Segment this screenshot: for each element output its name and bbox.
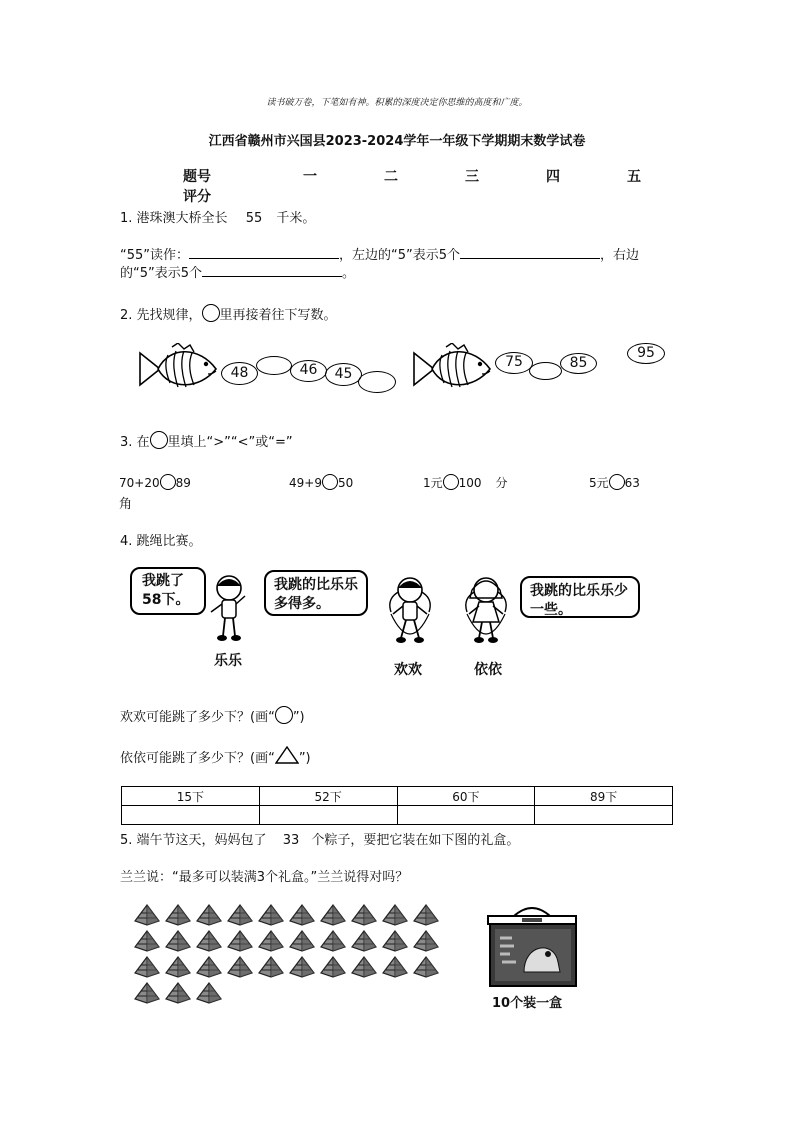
zongzi-icon (351, 904, 377, 926)
zongzi-icon (413, 930, 439, 952)
answer-cell-3[interactable] (397, 806, 535, 825)
q1-line3-a: 的“5”表示5个 (120, 266, 203, 281)
circle-icon (202, 304, 220, 322)
zongzi-icon (258, 956, 284, 978)
q3-item-2-right: 50 (337, 476, 354, 490)
fish-icon (410, 343, 494, 395)
q4-ask-1 (120, 706, 305, 725)
q1-blank-3[interactable] (202, 263, 342, 277)
q4-ask-2 (120, 746, 311, 766)
triangle-icon (275, 746, 299, 764)
compare-circle-2[interactable] (322, 474, 338, 490)
zongzi-icon (258, 904, 284, 926)
bubble-1-5[interactable] (358, 371, 396, 393)
box-caption: 10个装一盒 (492, 996, 563, 1011)
q5-line2: 兰兰说：“最多可以装满3个礼盒。”兰兰说得对吗？ (120, 870, 409, 885)
q3-item-3-left: 1元 (423, 476, 443, 490)
q5-text-b: 个粽子，要把它装在如下图的礼盒。 (311, 833, 520, 848)
speech-bubble-huanhuan: 我跳的比乐乐多得多。 (264, 570, 368, 616)
zongzi-icon (134, 956, 160, 978)
q4-ask-2-b: ”) (298, 751, 311, 766)
q4-title: 4. 跳绳比赛。 (120, 534, 202, 549)
circle-icon (275, 706, 293, 724)
q3-item-2 (289, 474, 353, 490)
compare-circle-3[interactable] (443, 474, 459, 490)
fish-icon (136, 343, 220, 395)
q1-line2-a: “55”读作： (120, 248, 190, 263)
q1-line2-b: ，左边的“5”表示5个 (339, 248, 461, 263)
bubble-1-1: 48 (221, 362, 258, 385)
circle-icon (150, 431, 168, 449)
q2-text-a: 2. 先找规律， (120, 308, 202, 323)
score-col-5: 五 (627, 169, 641, 185)
score-col-2: 二 (384, 169, 398, 185)
zongzi-icon (196, 982, 222, 1004)
score-col-4: 四 (546, 169, 560, 185)
score-col-1: 一 (303, 169, 317, 185)
zongzi-icon (165, 904, 191, 926)
zongzi-icon (196, 904, 222, 926)
q1-line3 (120, 262, 355, 281)
q3-text (120, 431, 293, 450)
zongzi-icon (289, 956, 315, 978)
q1-value: 55 (245, 211, 263, 226)
q1-line3-b: 。 (342, 266, 356, 281)
q3-item-2-left: 49+9 (289, 476, 322, 490)
q4-answer-table (121, 786, 673, 825)
q3-item-1-left: 70+20 (119, 476, 160, 490)
bubble-2-3: 85 (560, 353, 597, 374)
q3-item-4-left: 5元 (589, 476, 609, 490)
q3-item-3 (423, 474, 508, 491)
zongzi-icon (134, 982, 160, 1004)
q3-item-1-right: 89 (175, 476, 191, 490)
q1-blank-1[interactable] (189, 245, 339, 259)
zongzi-icon (320, 956, 346, 978)
zongzi-icon (382, 904, 408, 926)
q4-ask-1-a: 欢欢可能跳了多少下？(画“ (120, 710, 275, 725)
score-label-no: 题号 (183, 169, 211, 185)
q5-value: 33 (282, 833, 300, 848)
zongzi-icon (382, 930, 408, 952)
q1-line1 (120, 207, 315, 226)
zongzi-icon (196, 956, 222, 978)
zongzi-icon (165, 956, 191, 978)
q4-ask-1-b: ”) (292, 710, 305, 725)
q3-wrap-unit: 角 (119, 497, 133, 512)
bubble-2-1: 75 (495, 352, 533, 374)
bubble-1-4: 45 (325, 363, 362, 386)
option-cell-3: 60下 (397, 787, 535, 806)
zongzi-icon (165, 930, 191, 952)
zongzi-icon (134, 904, 160, 926)
q1-blank-2[interactable] (460, 245, 600, 259)
bubble-1-3: 46 (290, 360, 327, 382)
option-cell-1: 15下 (122, 787, 260, 806)
q1-line2 (120, 244, 639, 263)
zongzi-icon (382, 956, 408, 978)
child-yiyi-icon (457, 572, 515, 652)
table-row (122, 787, 673, 806)
child-huanhuan-icon (381, 572, 439, 652)
q3-text-a: 3. 在 (120, 435, 150, 450)
q5-line1 (120, 829, 519, 848)
answer-cell-2[interactable] (259, 806, 397, 825)
zongzi-icon (320, 930, 346, 952)
zongzi-icon (227, 956, 253, 978)
q3-item-4-right: 63 (624, 476, 640, 490)
zongzi-icon (289, 904, 315, 926)
zongzi-icon (227, 930, 253, 952)
zongzi-icon (165, 982, 191, 1004)
bubble-2-4: 95 (627, 343, 665, 364)
compare-circle-4[interactable] (609, 474, 625, 490)
name-lele: 乐乐 (214, 653, 242, 669)
zongzi-icon (413, 904, 439, 926)
q3-item-4 (589, 474, 640, 491)
zongzi-icon (289, 930, 315, 952)
zongzi-icon (227, 904, 253, 926)
zongzi-icon (320, 904, 346, 926)
q3-text-b: 里填上“>”“<”或“=” (167, 435, 293, 450)
q3-item-3-right: 100 (458, 476, 482, 490)
q2-text (120, 304, 337, 323)
compare-circle-1[interactable] (160, 474, 176, 490)
speech-bubble-yiyi: 我跳的比乐乐少一些。 (520, 576, 640, 618)
zongzi-icon (413, 956, 439, 978)
option-cell-2: 52下 (259, 787, 397, 806)
page-title: 江西省赣州市兴国县2023-2024学年一年级下学期期末数学试卷 (208, 134, 586, 149)
q5-text-a: 5. 端午节这天，妈妈包了 (120, 833, 267, 848)
zongzi-icon (134, 930, 160, 952)
zongzi-icon (351, 930, 377, 952)
name-yiyi: 依依 (474, 662, 502, 678)
bubble-1-2[interactable] (256, 356, 292, 375)
q3-item-1 (119, 474, 191, 490)
score-col-3: 三 (465, 169, 479, 185)
gift-box-icon (484, 904, 580, 990)
name-huanhuan: 欢欢 (394, 662, 422, 678)
answer-cell-1[interactable] (122, 806, 260, 825)
child-lele-icon (205, 572, 253, 644)
zongzi-icon (351, 956, 377, 978)
q4-ask-2-a: 依依可能跳了多少下？(画“ (120, 751, 275, 766)
option-cell-4: 89下 (535, 787, 673, 806)
bubble-2-2[interactable] (529, 362, 562, 380)
q1-text-b: 千米。 (276, 211, 316, 226)
motto: 读书破万卷，下笔如有神。积累的深度决定你思维的高度和广度。 (266, 98, 528, 108)
zongzi-icon (258, 930, 284, 952)
q1-text-a: 1. 港珠澳大桥全长 (120, 211, 228, 226)
q2-text-b: 里再接着往下写数。 (219, 308, 337, 323)
q3-item-3-unit: 分 (495, 476, 508, 490)
answer-cell-4[interactable] (535, 806, 673, 825)
q1-line2-c: ，右边 (600, 248, 640, 263)
zongzi-icon (196, 930, 222, 952)
score-label-score: 评分 (183, 189, 211, 205)
zongzi-group (134, 904, 444, 1008)
table-row (122, 806, 673, 825)
speech-bubble-lele: 我跳了58下。 (130, 567, 206, 615)
